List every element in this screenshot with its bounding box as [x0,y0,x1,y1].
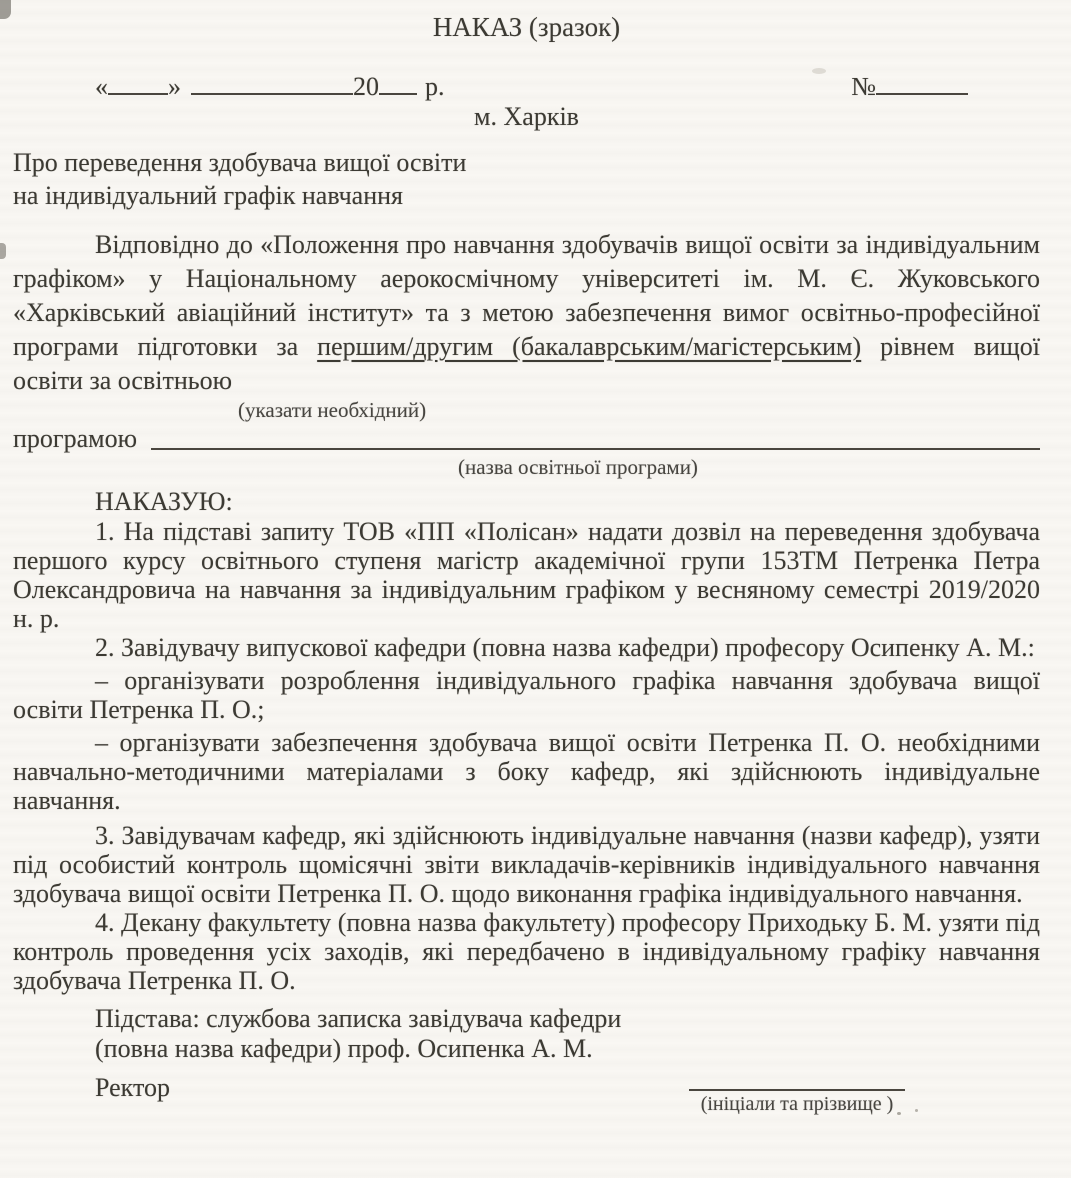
signer-role: Ректор [95,1073,170,1102]
order-item-4: 4. Декану факультету (повна назва факультету) професору Приходьку Б. М. узяти під контроль проведення усіх заходів, які передбачено в індивідуальному графіку навчання здобувача Петренка П. О. [13,908,1040,995]
year-blank [379,77,417,95]
program-word: програмою [13,424,137,453]
program-name-blank [151,448,1040,450]
number-blank [876,77,968,95]
date-close-quote: » [168,72,181,101]
preamble-underlined-choice: першим/другим (бакалаврським/магістерським) [317,332,862,361]
date-number-row [13,72,1040,102]
signature-row [13,1073,1040,1115]
signature-block [689,1073,905,1115]
order-heading: НАКАЗУЮ: [95,487,233,516]
order-item-2-sub-2: – організувати забезпечення здобувача вищої освіти Петренка П. О. необхідними навчально-методичними матеріалами з боку кафедр, які здійснюють індивідуальне навчання. [13,728,1040,815]
subject-block [13,146,1040,212]
basis-line-2: (повна назва кафедри) проф. Осипенка А. М. [95,1034,593,1063]
program-line [13,423,1040,455]
document-title: НАКАЗ (зразок) [432,12,621,42]
year-suffix: р. [425,72,445,101]
basis-line-1: Підстава: службова записка завідувача кафедри [95,1004,622,1033]
hint-program-name: (назва освітньої програми) [458,455,698,479]
subject-line-1: Про переведення здобувача вищої освіти [13,148,467,177]
day-blank [108,77,168,95]
hint-indicate-required: (указати необхідний) [238,398,427,422]
date-open-quote: « [95,72,108,101]
number-label: № [851,72,876,101]
scan-artifact-edge-mark [0,243,6,259]
month-blank [191,77,353,95]
preamble-text-after: рівнем вищої освіти за освітньою [13,332,1041,395]
city-line: м. Харків [474,102,579,131]
year-prefix: 20 [353,72,379,101]
hint-initials-surname: (ініціали та прізвище ) [700,1093,894,1115]
number-line [851,72,968,102]
order-item-3: 3. Завідувачам кафедр, які здійснюють індивідуальне навчання (назви кафедр), узяти під особистий контроль щомісячні звіти викладачів-керівників індивідуального навчання здобувача вищої освіти Петренка П. О. щодо виконання графіка індивідуального навчання. [13,821,1040,908]
order-item-2-sub-1: – організувати розроблення індивідуального графіка навчання здобувача вищої освіти Петренка П. О.; [13,666,1040,724]
preamble-text-before: Відповідно до «Положення про навчання здобувачів вищої освіти за індивідуальним графіком» у Національному аерокосмічному університеті ім. М. Є. Жуковського «Харківський авіаційний інститут» та з метою забезпечення вимог освітньо-професійної програми підготовки за [13,230,1040,361]
order-item-2: 2. Завідувачу випускової кафедри (повна назва кафедри) професору Осипенку А. М.: [95,633,1035,662]
subject-line-2: на індивідуальний графік навчання [13,181,404,210]
order-item-1: 1. На підставі запиту ТОВ «ПП «Полісан» надати дозвіл на переведення здобувача першого курсу освітнього ступеня магістр академічної групи 153ТМ Петренка Петра Олександровича на навчання за індивідуальним графіком у весняному семестрі 2019/2020 н. р. [13,517,1040,633]
signature-blank [689,1073,905,1091]
date-line [95,72,445,102]
scan-artifact-corner [0,0,11,19]
preamble-paragraph [13,228,1040,398]
basis-block [95,1004,1040,1064]
